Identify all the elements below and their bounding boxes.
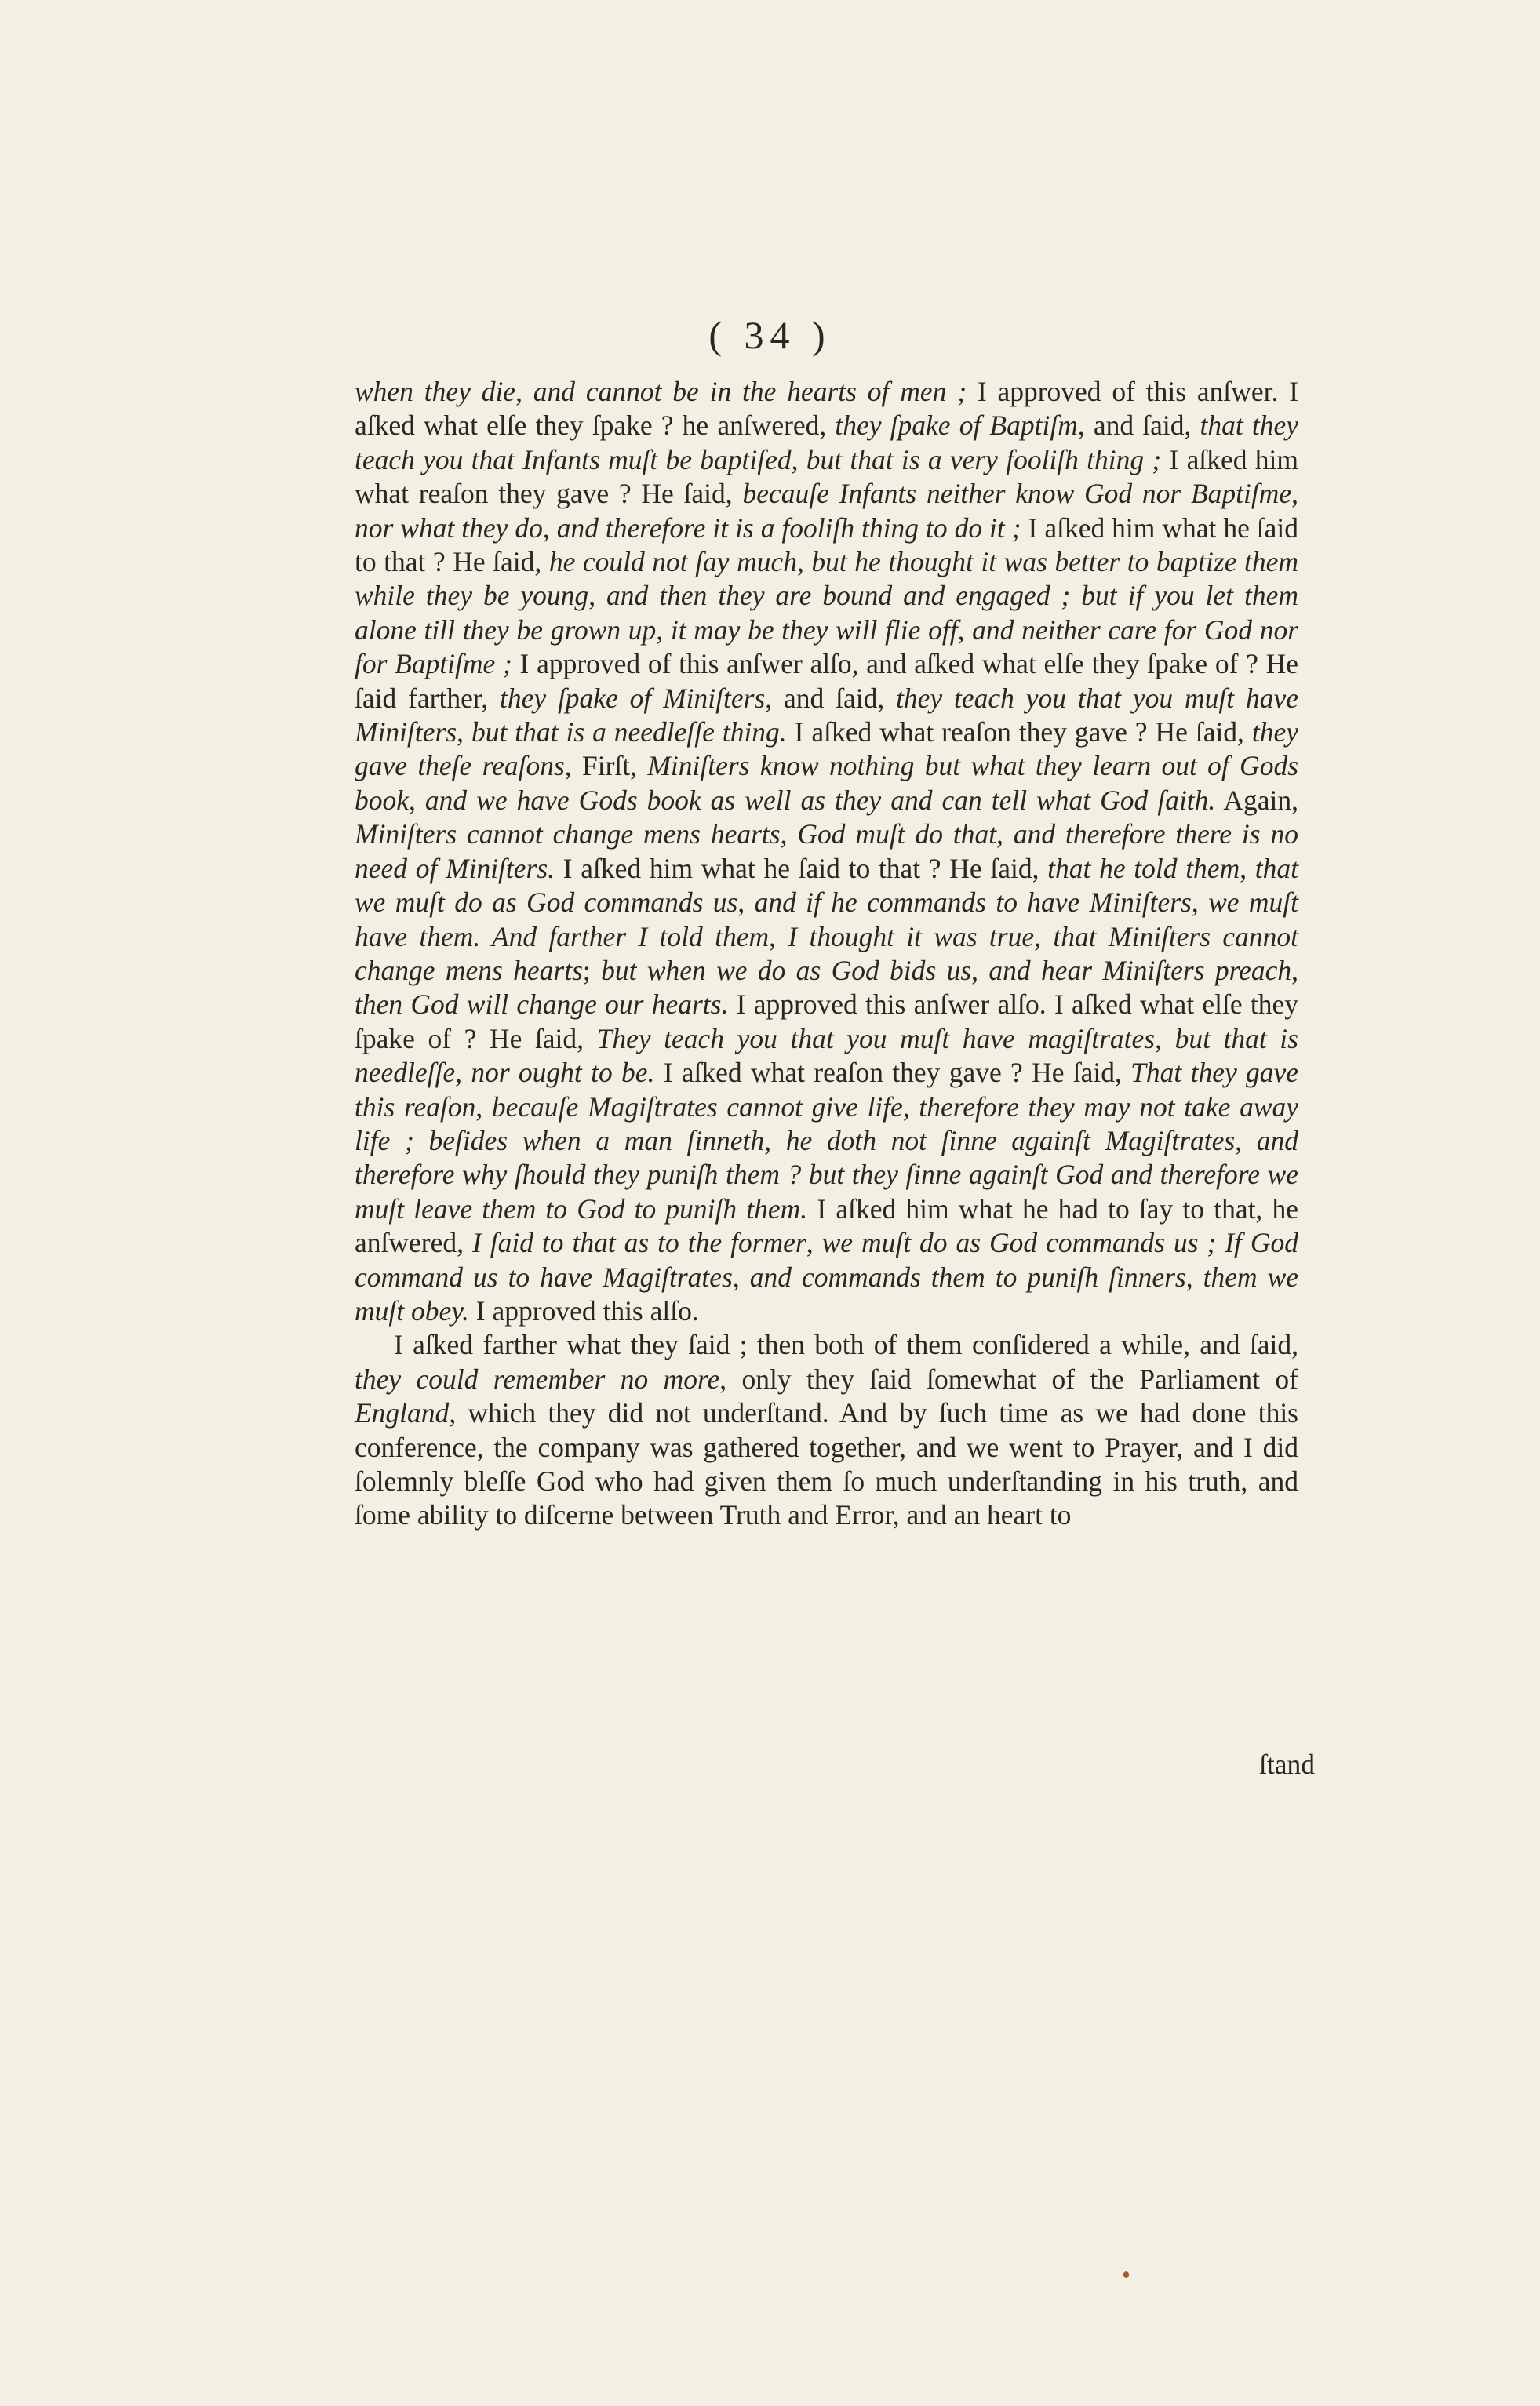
text-run: , (542, 511, 557, 544)
text-run: , (806, 1227, 822, 1259)
italic-run: and therefore it is a fooliſh thing to do it ; (556, 511, 1021, 544)
text-run: I aſked him what he ſaid to that ? He ſaid, (555, 852, 1048, 884)
italic-run: but when we do as God bids us (601, 954, 972, 986)
text-run: , (1191, 886, 1209, 919)
text-run: , and ſaid, (765, 682, 897, 714)
italic-run: becauſe Magiſtrates cannot give life (491, 1090, 903, 1123)
paragraph (355, 375, 1298, 1328)
text-run: I aſked him what he had to ſay to that, he anſwered, (355, 1192, 1298, 1259)
italic-run: they ſpake of Baptiſm (835, 409, 1078, 442)
italic-run: we muſt do as God commands us ; If God command us to have Magiſtrates (355, 1227, 1299, 1293)
text-run: , (971, 954, 989, 986)
body-text (355, 375, 1298, 1533)
italic-run: They teach you that you muſt have magiſtrates (596, 1022, 1156, 1054)
italic-run: Miniſters know nothing but what they learn out of Gods book (355, 750, 1299, 816)
italic-run: and we have Gods book as well as they and can tell what God ſaith. (424, 784, 1216, 816)
italic-run: and cannot be in the hearts of men ; (533, 376, 967, 407)
text-run: Again, (1215, 784, 1298, 816)
text-run: , (764, 1124, 786, 1156)
text-run: , (457, 716, 471, 748)
italic-run: but that is needleſſe (355, 1022, 1298, 1089)
text-run: , (588, 580, 607, 612)
italic-run: then God will change our hearts. (355, 988, 729, 1021)
italic-run: they ſpake of Miniſters (499, 682, 766, 714)
italic-run: nor what they do (355, 511, 543, 544)
text-run: I approved of this anſwer alſo, and aſked what elſe they ſpake of ? He ſaid farther, (355, 648, 1299, 714)
italic-run: they teach you that you muſt have Miniſters (355, 682, 1298, 748)
ink-speck (1123, 2271, 1129, 2278)
italic-run: but that is a needleſſe thing. (471, 716, 787, 748)
text-run: , (737, 886, 755, 919)
italic-run: and hear Miniſters preach (988, 954, 1292, 986)
text-run: I approved this anſwer alſo. I aſked what elſe they ſpake of ? He ſaid, (355, 988, 1298, 1054)
text-run: , (409, 784, 425, 816)
text-run: , (1240, 852, 1255, 884)
text-run: I approved of this anſwer. I aſked what elſe they ſpake ? he anſwered, (355, 376, 1299, 442)
text-run: , (1034, 920, 1054, 952)
text-run: , (957, 613, 973, 646)
text-run: , (515, 376, 533, 407)
italic-run: he could not ſay much (548, 546, 797, 578)
text-run: I aſked what reaſon they gave ? He ſaid, (786, 716, 1252, 748)
italic-run: Miniſters cannot change mens hearts (355, 818, 781, 850)
italic-run: that they teach you that Infants muſt be baptiſed (355, 409, 1298, 475)
italic-run: becauſe Infants neither know God nor Baptiſme (742, 478, 1292, 510)
italic-run: and commands them to puniſh ſinners (749, 1261, 1186, 1293)
text-run: , which they did not underſtand. And by ſuch time as we had done this conference, the company was gathered together, and we went to Prayer, and I did ſolemnly bleſſe God who had given them ſo much underſtanding in his truth, and ſome ability to diſcerne between Truth and Error, and an heart to (355, 1397, 1298, 1531)
italic-run: them we muſt obey. (355, 1261, 1299, 1327)
text-run: , (1291, 954, 1298, 986)
text-run: , (1155, 1022, 1175, 1054)
text-run: I aſked him what reaſon they gave ? He ſaid, (355, 443, 1298, 510)
italic-run: when they die (355, 376, 516, 407)
text-run: , and ſaid, (1077, 409, 1200, 442)
italic-run: it may be they will flie off (670, 613, 958, 646)
italic-run: and then they are bound and engaged ; but if you let them alone till they be grown up (355, 580, 1298, 646)
italic-run: and if he commands to have Miniſters (754, 886, 1192, 919)
text-run: I aſked him what he ſaid to that ? He ſaid, (355, 511, 1299, 578)
italic-run: and therefore there is no need of Miniſters. (355, 818, 1299, 884)
italic-run: that he told them (1047, 852, 1240, 884)
italic-run: they gave theſe reaſons (355, 716, 1299, 782)
catchword: ſtand (1259, 1749, 1315, 1780)
text-run: , (796, 546, 812, 578)
text-run: , (996, 818, 1014, 850)
text-run: , (769, 920, 788, 952)
italic-run: we muſt have them. And farther I told them (355, 886, 1298, 952)
text-run: ; (582, 954, 602, 986)
page-number: ( 34 ) (708, 313, 832, 357)
text-run: , (1291, 478, 1298, 510)
text-run: , (455, 1057, 471, 1089)
italic-run: and neither care for God nor for Baptiſme ; (355, 613, 1299, 680)
text-run: , (732, 1261, 750, 1293)
text-run: , Firſt, (564, 750, 648, 782)
italic-run: that we muſt do as God commands us (355, 852, 1299, 919)
italic-run: I thought it was true (788, 920, 1035, 952)
text-run: I aſked farther what they ſaid ; then both of them conſidered a while, and ſaid, (394, 1329, 1298, 1361)
text-run: , (656, 613, 671, 646)
text-run: , (475, 1090, 492, 1123)
italic-run: therefore they may not take away life ; beſides when a man ſinneth (355, 1090, 1298, 1156)
italic-run: England (355, 1397, 450, 1429)
italic-run: That they gave this reaſon (355, 1057, 1299, 1123)
italic-run: that Miniſters cannot change mens hearts (355, 920, 1299, 986)
text-run: , (780, 818, 798, 850)
text-run: , only they ſaid ſomewhat of the Parliament of (719, 1363, 1298, 1395)
text-run: , (791, 443, 806, 475)
italic-run: and therefore why ſhould they puniſh them ? but they ſinne againſt God and therefore we muſt leave them to God to puniſh them. (355, 1124, 1299, 1225)
italic-run: I ſaid to that as to the former (471, 1227, 806, 1259)
italic-run: they could remember no more (355, 1363, 720, 1395)
paragraph (355, 1328, 1298, 1532)
italic-run: nor ought to be. (471, 1057, 655, 1089)
text-run: , (902, 1090, 919, 1123)
text-run: I approved this alſo. (468, 1294, 699, 1327)
italic-run: but that is a very fooliſh thing ; (806, 443, 1162, 475)
text-run: , (1185, 1261, 1203, 1293)
italic-run: God muſt do that (797, 818, 997, 850)
italic-run: but he thought it was better to baptize them while they be young (355, 546, 1299, 612)
text-run: I aſked what reaſon they gave ? He ſaid, (654, 1057, 1131, 1089)
italic-run: he doth not ſinne againſt Magiſtrates (785, 1124, 1236, 1156)
text-run: , (1235, 1124, 1257, 1156)
